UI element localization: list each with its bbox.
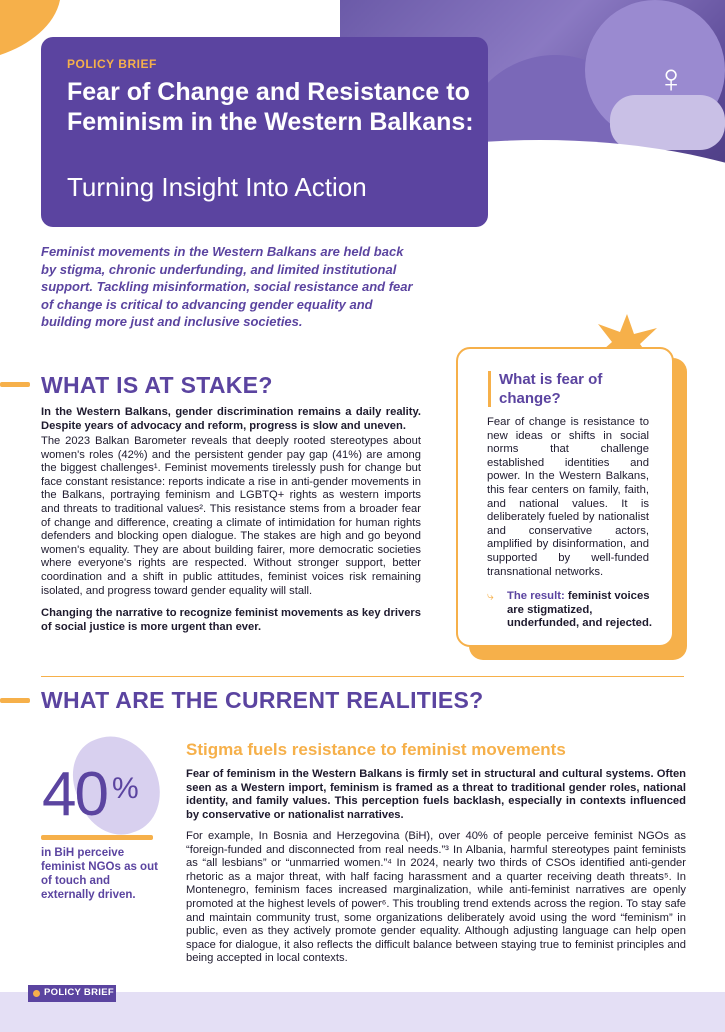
sidebar-accent-bar	[488, 371, 491, 407]
stat-underline	[41, 835, 153, 840]
stake-conclusion: Changing the narrative to recognize feminist movements as key drivers of social justice is more urgent than ever.	[41, 607, 421, 633]
policy-brief-label: POLICY BRIEF	[67, 57, 157, 71]
venus-symbol: ♀	[656, 57, 686, 101]
stat-value: 40	[42, 760, 107, 829]
page-title: Fear of Change and Resistance to Feminism in the Western Balkans:	[67, 78, 474, 136]
stake-body: The 2023 Balkan Barometer reveals that deeply rooted stereotypes about women's roles (42%) and the persistent gender pay gap (41%) are among the biggest challenges¹. Feminist movements tirelessly push for change but face constant resistance: reports indicate a rise in anti-gender movements in the Balkans, portraying feminism and LGBTQ+ rights as western imports and threats to traditional values². This resistance stems from a broader fear of change and difference, creating a climate of intimidation for human rights defenders and blocking open dialogue. The stakes are high and go beyond women's equality. They are about building fairer, more democratic societies where everyone's rights are respected. Without stronger support, better coordination and a shift in public attitudes, feminist voices risk remaining isolated, and progress toward gender equality will stall.	[41, 435, 421, 597]
page-subtitle: Turning Insight Into Action	[67, 172, 367, 202]
stigma-heading: Stigma fuels resistance to feminist movements	[186, 740, 566, 759]
intro-summary: Feminist movements in the Western Balkans are held back by stigma, chronic underfunding, and limited institutional support. Tackling misinformation, social resistance and fear of change is critical to advancing gender equality and building more just and inclusive societies.	[41, 244, 413, 329]
orange-dash-decoration	[0, 380, 34, 390]
orange-dash-decoration-2	[0, 696, 34, 706]
sidebar-body: Fear of change is resistance to new ideas or shifts in social norms that challenge established identities and power. In the Western Balkans, this fear centers on family, faith, and national values. It is deliberately fueled by nationalist and conservative actors, amplified by disinformation, and supported by well-funded transnational networks.	[487, 416, 649, 578]
sidebar-title: What is fear of change?	[499, 371, 603, 407]
stake-heading: WHAT IS AT STAKE?	[41, 372, 273, 398]
footer-label: POLICY BRIEF	[44, 987, 114, 998]
footer-dot-icon	[33, 990, 40, 997]
arrow-icon: ⤷	[487, 589, 494, 603]
sidebar-result-text: feminist voices are stigmatized, underfunded, and rejected.	[507, 590, 652, 630]
stat-caption: in BiH perceive feminist NGOs as out of touch and externally driven.	[41, 847, 158, 901]
stigma-body: For example, In Bosnia and Herzegovina (BiH), over 40% of people perceive feminist NGOs as “foreign-funded and disconnected from real needs.”³ In Albania, harmful stereotypes paint feminists as “all lesbians” or “unmarried women.”⁴ In 2024, nearly two thirds of CSOs identified anti-gender rhetoric as a major threat, with half facing harassment and a quarter receiving death threats⁵. In Montenegro, feminism faces increased marginalization, while anti-feminist narratives are openly promoted at the highest levels of power⁶. This troubling trend extends across the region. To stay safe and maintain community trust, some organizations deliberately avoid using the word “feminism” in public, even as they actively promote gender equality. Although adjusting language can help open space for dialogue, it also reflects the difficult balance between staying true to feminist principles and being accepted in local contexts.	[186, 830, 686, 965]
stat-unit: %	[112, 772, 139, 805]
section-divider	[41, 676, 684, 677]
sidebar-result	[507, 590, 657, 631]
sidebar-result-label: The result:	[507, 590, 565, 602]
stake-lead: In the Western Balkans, gender discrimination remains a daily reality. Despite years of advocacy and reform, progress is slow and uneven.	[41, 406, 421, 432]
megaphone-shape	[610, 95, 725, 150]
stigma-lead: Fear of feminism in the Western Balkans is firmly set in structural and cultural systems. Often seen as a Western import, feminism is framed as a threat to traditional gender roles, national identity, and family values. This perception fuels backlash, especially in contexts influenced by conservative or nationalist narratives.	[186, 768, 686, 821]
realities-heading: WHAT ARE THE CURRENT REALITIES?	[41, 687, 484, 713]
